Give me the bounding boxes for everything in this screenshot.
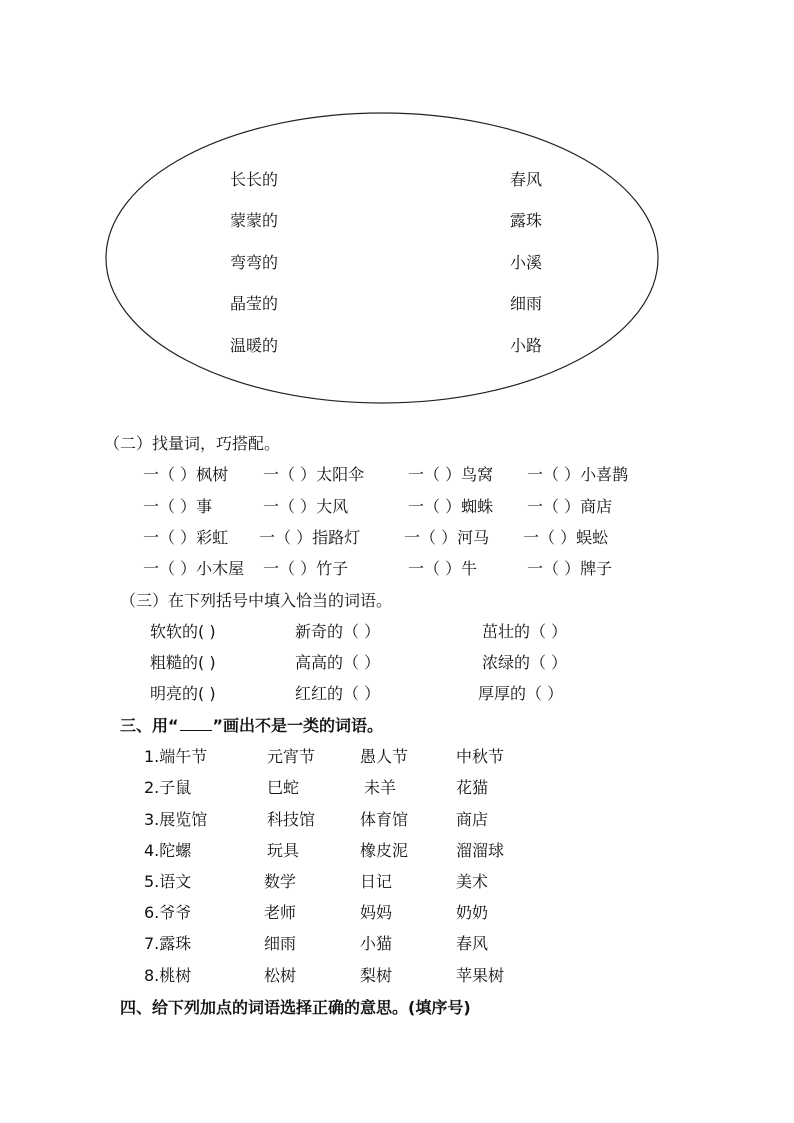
ellipse-left-word: 长长的 — [230, 170, 279, 189]
word-item: 未羊 — [364, 778, 397, 797]
word-item: 梨树 — [360, 966, 393, 985]
word-item: 元宵节 — [267, 747, 316, 766]
ellipse-right-word: 露珠 — [510, 211, 543, 230]
ellipse-left-word: 晶莹的 — [230, 294, 279, 313]
fill-blank-item: 软软的( ) — [150, 622, 216, 641]
measure-word-item: 一（ ）竹子 — [263, 559, 349, 578]
fill-blank-item: 厚厚的（ ） — [478, 684, 564, 703]
word-item: 春风 — [456, 934, 489, 953]
word-item: 美术 — [456, 872, 489, 891]
word-item: 体育馆 — [360, 810, 409, 829]
measure-word-item: 一（ ）商店 — [527, 497, 613, 516]
word-item: 5.语文 — [144, 872, 192, 891]
measure-word-item: 一（ ）牌子 — [527, 559, 613, 578]
word-item: 细雨 — [264, 934, 297, 953]
section3-title: （三）在下列括号中填入恰当的词语。 — [120, 591, 393, 610]
measure-word-item: 一（ ）枫树 — [143, 465, 229, 484]
measure-word-item: 一（ ）鸟窝 — [408, 465, 494, 484]
matching-ellipse — [0, 0, 794, 420]
ellipse-right-word: 小路 — [510, 336, 543, 355]
word-item: 1.端午节 — [144, 747, 208, 766]
measure-word-item: 一（ ）大风 — [263, 497, 349, 516]
ellipse-left-word: 蒙蒙的 — [230, 211, 279, 230]
word-item: 玩具 — [267, 841, 300, 860]
word-item: 花猫 — [456, 778, 489, 797]
word-item: 橡皮泥 — [360, 841, 409, 860]
ellipse-right-word: 小溪 — [510, 253, 543, 272]
word-item: 科技馆 — [267, 810, 316, 829]
fill-blank-item: 红红的（ ） — [295, 684, 381, 703]
measure-word-item: 一（ ）指路灯 — [259, 528, 361, 547]
measure-word-item: 一（ ）小木屋 — [143, 559, 245, 578]
word-item: 奶奶 — [456, 903, 489, 922]
ellipse-right-word: 春风 — [510, 170, 543, 189]
measure-word-item: 一（ ）蜈蚣 — [523, 528, 609, 547]
measure-word-item: 一（ ）事 — [143, 497, 213, 516]
measure-word-item: 一（ ）牛 — [408, 559, 478, 578]
measure-word-item: 一（ ）太阳伞 — [263, 465, 365, 484]
word-item: 苹果树 — [456, 966, 505, 985]
part3-title — [120, 716, 383, 736]
fill-blank-item: 高高的（ ） — [295, 653, 381, 672]
word-item: 6.爷爷 — [144, 903, 192, 922]
word-item: 溜溜球 — [456, 841, 505, 860]
measure-word-item: 一（ ）彩虹 — [143, 528, 229, 547]
measure-word-item: 一（ ）蜘蛛 — [408, 497, 494, 516]
word-item: 2.子鼠 — [144, 778, 192, 797]
word-item: 中秋节 — [456, 747, 505, 766]
word-item: 4.陀螺 — [144, 841, 192, 860]
word-item: 数学 — [264, 872, 297, 891]
word-item: 愚人节 — [360, 747, 409, 766]
word-item: 8.桃树 — [144, 966, 192, 985]
part4-title: 四、给下列加点的词语选择正确的意思。(填序号) — [120, 998, 471, 1017]
word-item: 3.展览馆 — [144, 810, 208, 829]
word-item: 日记 — [360, 872, 393, 891]
word-item: 7.露珠 — [144, 934, 192, 953]
word-item: 商店 — [456, 810, 489, 829]
ellipse-left-word: 温暖的 — [230, 336, 279, 355]
fill-blank-item: 茁壮的（ ） — [482, 622, 568, 641]
word-item: 小猫 — [360, 934, 393, 953]
ellipse-left-word: 弯弯的 — [230, 253, 279, 272]
fill-blank-item: 粗糙的( ) — [150, 653, 216, 672]
fill-blank-item: 明亮的( ) — [150, 684, 216, 703]
word-item: 松树 — [264, 966, 297, 985]
measure-word-item: 一（ ）河马 — [404, 528, 490, 547]
fill-blank-item: 浓绿的（ ） — [482, 653, 568, 672]
underline-sample — [180, 716, 212, 731]
word-item: 妈妈 — [360, 903, 393, 922]
section2-title: （二）找量词，巧搭配。 — [104, 434, 281, 453]
word-item: 老师 — [264, 903, 297, 922]
part3-title-suffix: ”画出不是一类的词语。 — [212, 716, 384, 735]
part3-title-prefix: 三、用“ — [120, 716, 179, 735]
measure-word-item: 一（ ）小喜鹊 — [527, 465, 629, 484]
ellipse-right-word: 细雨 — [510, 294, 543, 313]
fill-blank-item: 新奇的（ ） — [295, 622, 381, 641]
word-item: 巳蛇 — [267, 778, 300, 797]
